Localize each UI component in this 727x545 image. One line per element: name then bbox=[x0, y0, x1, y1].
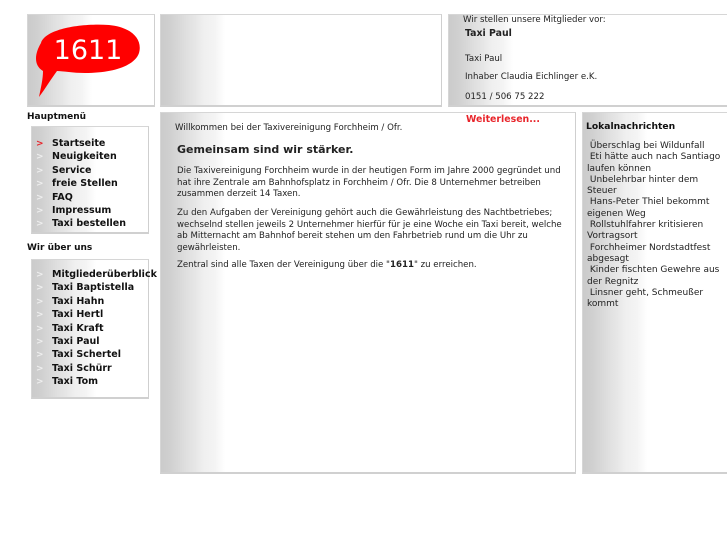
welcome-text: Willkommen bei der Taxivereinigung Forchheim / Ofr. bbox=[175, 123, 403, 133]
member-phone: 0151 / 506 75 222 bbox=[465, 92, 545, 102]
about-menu-title: Wir über uns bbox=[27, 243, 93, 253]
chevron-right-icon: > bbox=[36, 165, 44, 176]
menu-item-service[interactable]: > Service bbox=[32, 164, 126, 177]
main-menu bbox=[31, 126, 149, 234]
menu-item-freie-stellen[interactable]: > freie Stellen bbox=[32, 177, 126, 190]
chevron-right-icon: > bbox=[36, 219, 44, 230]
logo-text: 1611 bbox=[53, 35, 123, 66]
news-item[interactable]: Rollstuhlfahrer kritisieren Vortragsort bbox=[587, 220, 704, 242]
menu-item-faq[interactable]: > FAQ bbox=[32, 191, 126, 204]
chevron-right-icon: > bbox=[36, 377, 44, 388]
menu-item-taxi-schuerr[interactable]: > Taxi Schürr bbox=[32, 362, 157, 375]
chevron-right-icon: > bbox=[36, 350, 44, 361]
news-item[interactable]: Überschlag bei Wildunfall bbox=[589, 141, 705, 151]
news-item[interactable]: Forchheimer Nordstadtfest abgesagt bbox=[587, 242, 711, 264]
paragraph-2: Zu den Aufgaben der Vereinigung gehört auch die Gewährleistung des Nachtbetriebes; wechselnd stellen jeweils 2 Unternehmer hierfür für je eine Woche ein Taxi bereit, welche ab Mitternacht am Bahnhof bereit stehen um den Fahrbetrieb rund um die Uhr zu gewährleisten. bbox=[177, 208, 562, 253]
member-name-heading: Taxi Paul bbox=[465, 28, 512, 39]
logo-speech-bubble-icon[interactable] bbox=[31, 21, 143, 97]
member-company: Taxi Paul bbox=[465, 54, 503, 64]
menu-item-taxi-baptistella[interactable]: > Taxi Baptistella bbox=[32, 281, 157, 294]
paragraph-1: Die Taxivereinigung Forchheim wurde in der heutigen Form im Jahre 2000 gegründet und hat ihre Zentrale am Bahnhofsplatz in Forchheim / Ofr. Die 8 Unternehmer betreiben zusammen derzeit 14 Taxen. bbox=[177, 166, 561, 199]
paragraph-3: Zentral sind alle Taxen der Vereinigung über die "1611" zu erreichen. bbox=[177, 260, 477, 270]
menu-item-taxi-kraft[interactable]: > Taxi Kraft bbox=[32, 322, 157, 335]
news-title: Lokalnachrichten bbox=[586, 121, 676, 132]
member-owner: Inhaber Claudia Eichlinger e.K. bbox=[465, 72, 598, 82]
chevron-right-icon: > bbox=[36, 296, 44, 307]
phone-shortcode: 1611 bbox=[390, 260, 414, 270]
read-more-link[interactable]: Weiterlesen... bbox=[466, 114, 540, 125]
chevron-right-icon: > bbox=[36, 139, 44, 149]
chevron-right-icon: > bbox=[36, 270, 44, 280]
news-panel bbox=[582, 112, 727, 474]
member-intro: Wir stellen unsere Mitglieder vor: bbox=[463, 15, 606, 25]
chevron-right-icon: > bbox=[36, 205, 44, 216]
chevron-right-icon: > bbox=[36, 152, 44, 163]
main-content bbox=[160, 112, 576, 474]
chevron-right-icon: > bbox=[36, 283, 44, 294]
news-list bbox=[587, 141, 727, 310]
member-info-box bbox=[448, 14, 727, 107]
main-menu-title: Hauptmenü bbox=[27, 112, 87, 122]
chevron-right-icon: > bbox=[36, 363, 44, 374]
chevron-right-icon: > bbox=[36, 336, 44, 347]
main-heading: Gemeinsam sind wir stärker. bbox=[177, 143, 354, 156]
chevron-right-icon: > bbox=[36, 310, 44, 321]
menu-item-taxi-hahn[interactable]: > Taxi Hahn bbox=[32, 295, 157, 308]
menu-item-neuigkeiten[interactable]: > Neuigkeiten bbox=[32, 150, 126, 163]
menu-item-taxi-bestellen[interactable]: > Taxi bestellen bbox=[32, 217, 126, 230]
news-item[interactable]: Hans-Peter Thiel bekommt eigenen Weg bbox=[587, 197, 710, 219]
menu-item-startseite[interactable]: > Startseite bbox=[32, 137, 126, 150]
menu-item-taxi-paul[interactable]: > Taxi Paul bbox=[32, 335, 157, 348]
news-item[interactable]: Eti hätte auch nach Santiago laufen können bbox=[587, 152, 721, 174]
menu-item-taxi-tom[interactable]: > Taxi Tom bbox=[32, 375, 157, 388]
menu-item-taxi-schertel[interactable]: > Taxi Schertel bbox=[32, 348, 157, 361]
chevron-right-icon: > bbox=[36, 323, 44, 334]
chevron-right-icon: > bbox=[36, 179, 44, 190]
menu-item-mitgliederueberblick[interactable]: > Mitgliederüberblick bbox=[32, 268, 157, 281]
menu-item-taxi-hertl[interactable]: > Taxi Hertl bbox=[32, 308, 157, 321]
news-item[interactable]: Linsner geht, Schmeußer kommt bbox=[587, 287, 704, 310]
logo-box bbox=[27, 14, 155, 107]
chevron-right-icon: > bbox=[36, 192, 44, 203]
banner-box bbox=[160, 14, 442, 107]
news-item[interactable]: Unbelehrbar hinter dem Steuer bbox=[587, 174, 699, 197]
menu-item-impressum[interactable]: > Impressum bbox=[32, 204, 126, 217]
about-menu bbox=[31, 259, 157, 399]
news-item[interactable]: Kinder fischten Gewehre aus der Regnitz bbox=[587, 265, 720, 287]
